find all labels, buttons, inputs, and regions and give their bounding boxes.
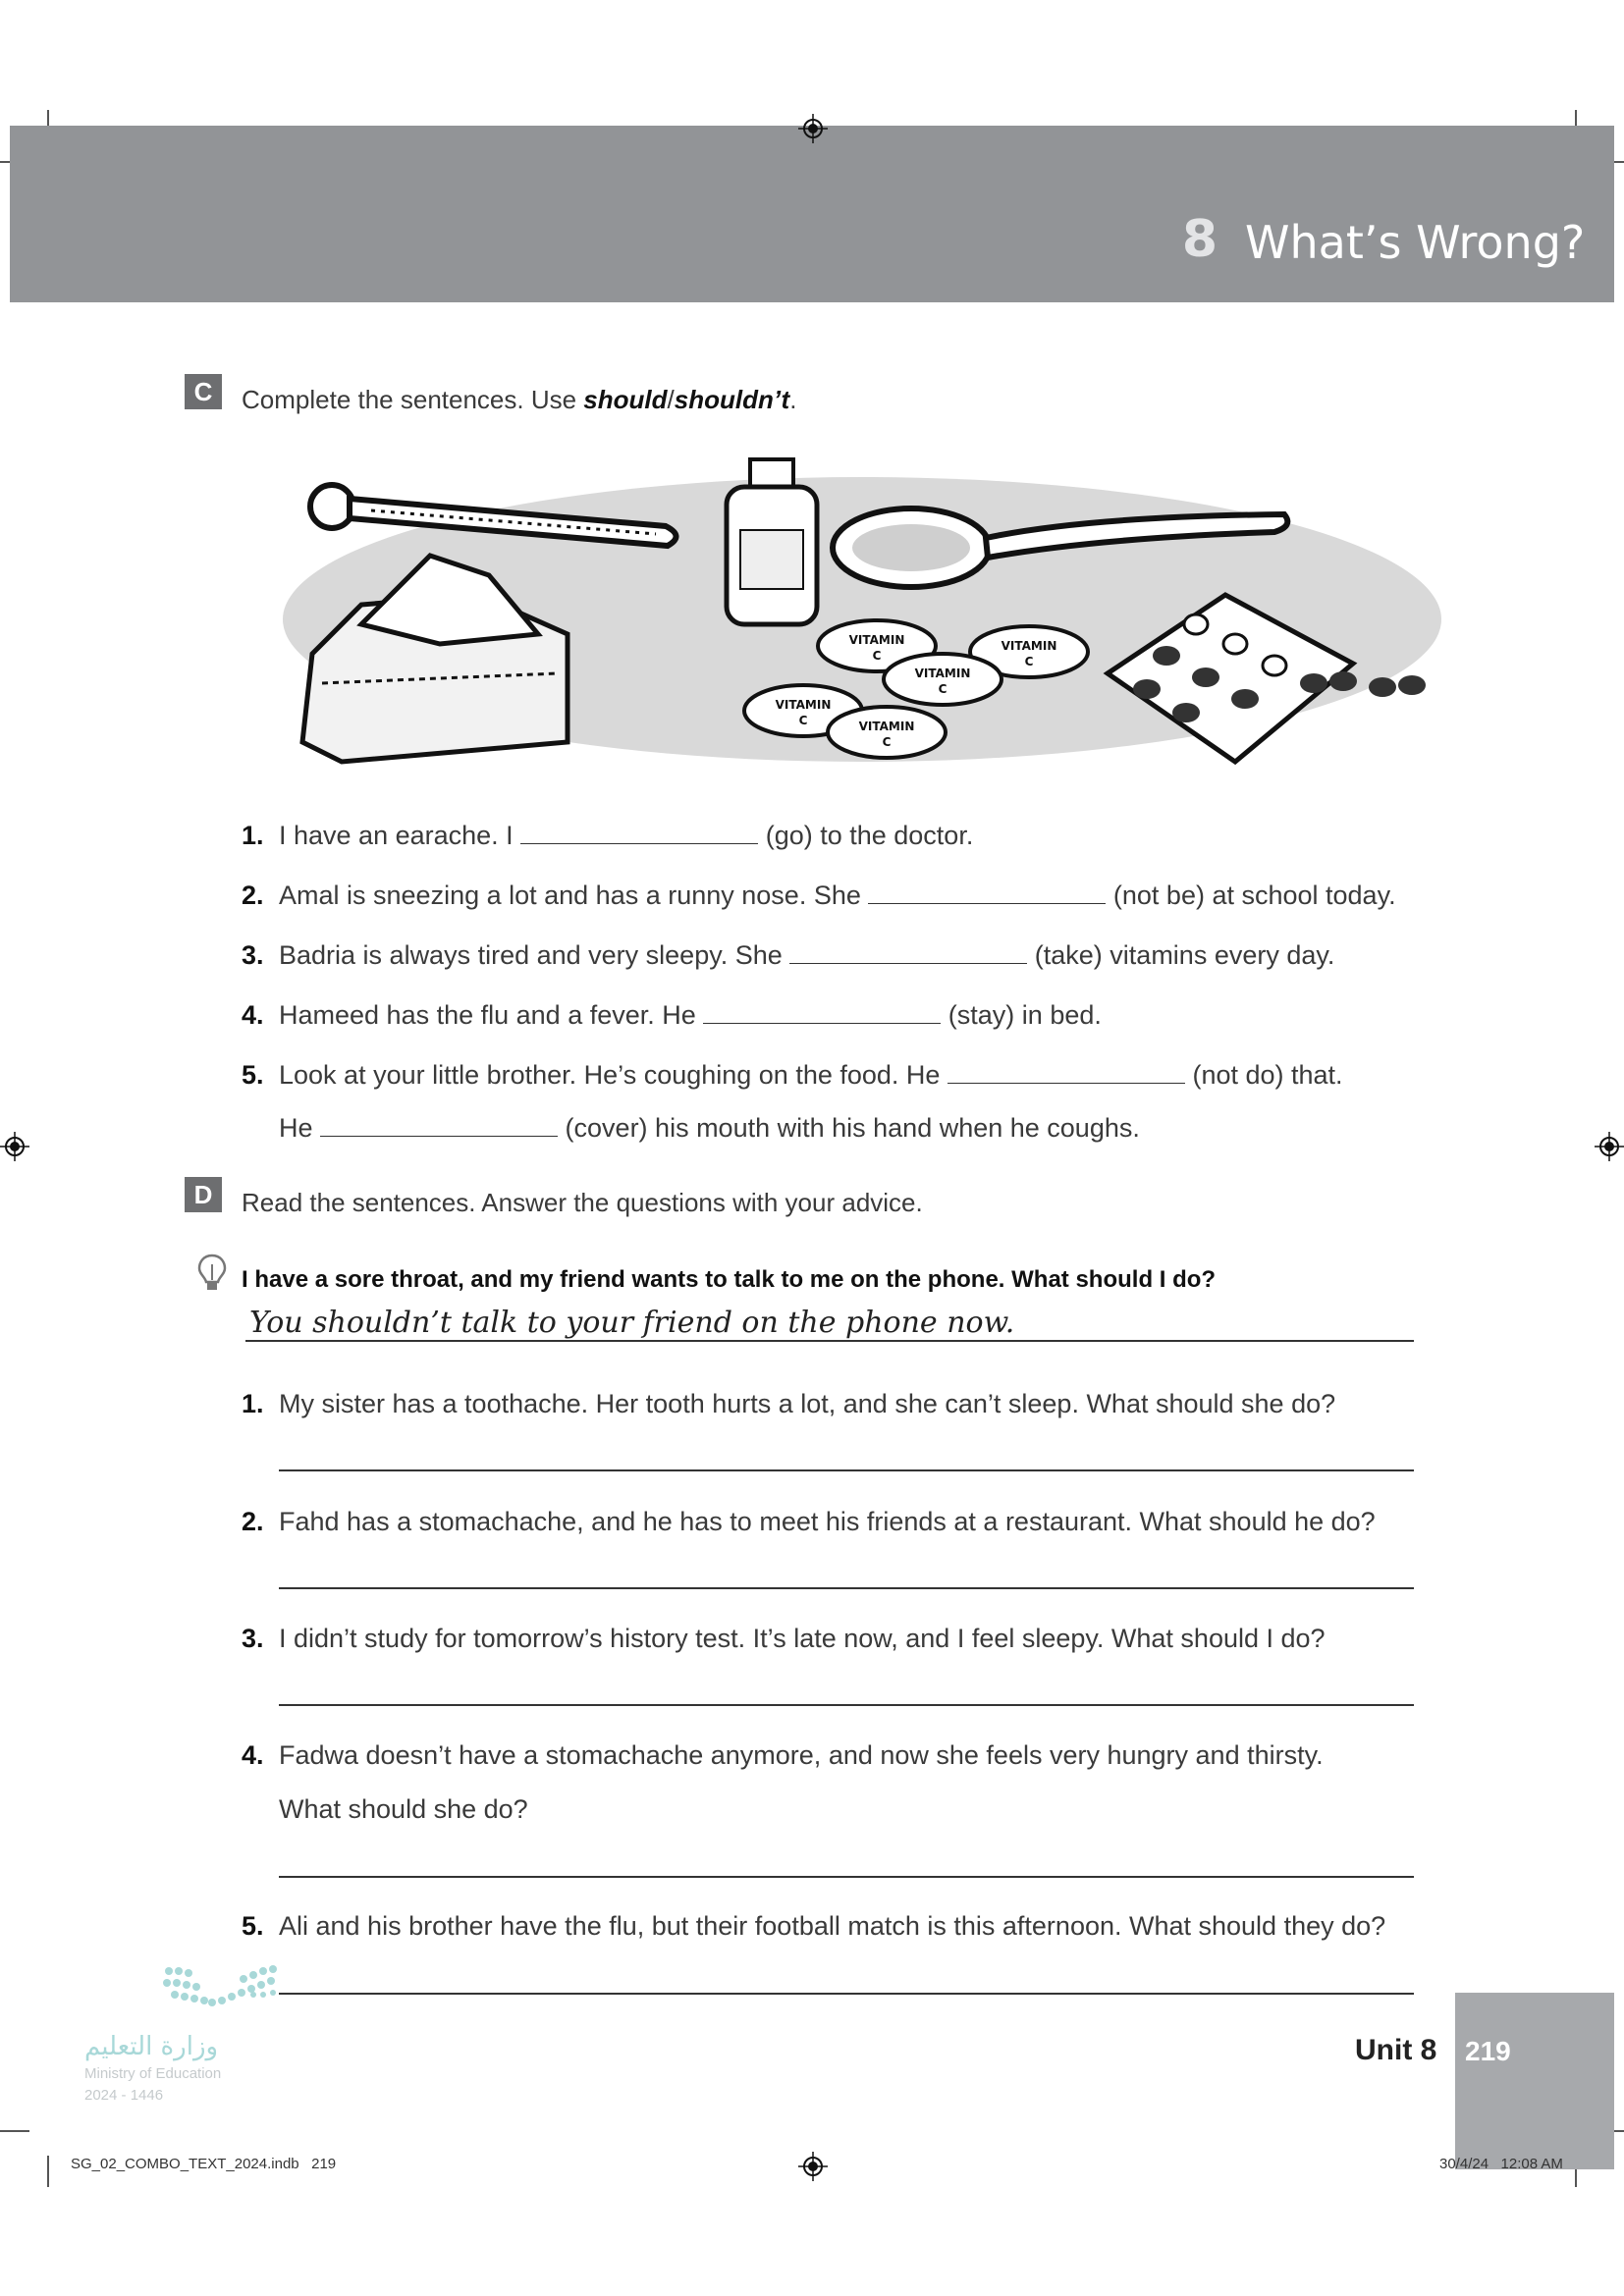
unit-number: 8 xyxy=(1181,210,1218,269)
header-band xyxy=(10,126,1614,302)
exercise-d-question-2: 2. Fahd has a stomachache, and he has to meet his friends at a restaurant. What should he do? xyxy=(242,1507,1376,1536)
answer-blank[interactable] xyxy=(868,882,1106,904)
answer-blank[interactable] xyxy=(703,1002,941,1024)
exercise-c-item-5: 5. Look at your little brother. He’s coughing on the food. He (not do) that. xyxy=(242,1060,1343,1090)
svg-text:C: C xyxy=(798,714,808,727)
exercise-d-question-4-line-2: What should she do? xyxy=(279,1794,528,1824)
svg-text:VITAMIN: VITAMIN xyxy=(848,633,905,647)
page-number: 219 xyxy=(1465,2036,1511,2066)
print-slug-left: SG_02_COMBO_TEXT_2024.indb 219 xyxy=(71,2156,337,2172)
section-d-instruction: Read the sentences. Answer the questions with your advice. xyxy=(242,1188,923,1217)
answer-line[interactable] xyxy=(279,1993,1414,1995)
answer-blank[interactable] xyxy=(320,1115,558,1137)
svg-text:C: C xyxy=(1024,655,1034,668)
svg-text:VITAMIN: VITAMIN xyxy=(775,698,832,712)
print-slug-right: 30/4/24 12:08 AM xyxy=(1439,2156,1563,2172)
answer-blank[interactable] xyxy=(520,823,758,844)
answer-line[interactable] xyxy=(279,1469,1414,1471)
exercise-c-item-1: 1. I have an earache. I (go) to the doctor. xyxy=(242,821,974,850)
answer-line[interactable] xyxy=(279,1704,1414,1706)
page-title: What’s Wrong? xyxy=(1245,216,1586,269)
section-c-badge: C xyxy=(185,374,222,409)
registration-mark-icon xyxy=(0,1132,29,1161)
exercise-c-item-5-line-2: He (cover) his mouth with his hand when he coughs. xyxy=(279,1113,1140,1143)
svg-text:C: C xyxy=(938,682,947,696)
exercise-c-item-2: 2. Amal is sneezing a lot and has a runny nose. She (not be) at school today. xyxy=(242,881,1396,910)
medicine-illustration xyxy=(283,448,1451,781)
answer-line[interactable] xyxy=(279,1587,1414,1589)
section-d-badge: D xyxy=(185,1177,222,1212)
crop-mark xyxy=(47,2156,49,2187)
exercise-c-item-3: 3. Badria is always tired and very sleepy. She (take) vitamins every day. xyxy=(242,940,1335,970)
example-question: I have a sore throat, and my friend wants to talk to me on the phone. What should I do? xyxy=(242,1266,1217,1293)
ministry-name-arabic: وزارة التعليم xyxy=(84,2032,219,2061)
vitamin-tablet-icon xyxy=(884,654,1001,705)
registration-mark-icon xyxy=(798,2152,828,2181)
ministry-name-english: Ministry of Education xyxy=(84,2065,222,2082)
ministry-year: 2024 - 1446 xyxy=(84,2087,164,2104)
svg-text:C: C xyxy=(882,735,892,749)
vitamin-tablet-icon xyxy=(828,707,946,758)
answer-line[interactable] xyxy=(279,1876,1414,1878)
exercise-d-question-4: 4. Fadwa doesn’t have a stomachache anymore, and now she feels very hungry and thirsty. xyxy=(242,1740,1324,1770)
example-answer: You shouldn’t talk to your friend on the phone now. xyxy=(249,1306,1015,1340)
registration-mark-icon xyxy=(1595,1132,1624,1161)
exercise-d-question-5: 5. Ali and his brother have the flu, but their football match is this afternoon. What should they do? xyxy=(242,1911,1386,1941)
svg-text:C: C xyxy=(872,649,882,663)
svg-text:VITAMIN: VITAMIN xyxy=(858,720,915,733)
exercise-d-question-1: 1. My sister has a toothache. Her tooth hurts a lot, and she can’t sleep. What should she do? xyxy=(242,1389,1336,1418)
svg-text:VITAMIN: VITAMIN xyxy=(1001,639,1057,653)
answer-blank[interactable] xyxy=(947,1062,1185,1084)
registration-mark-icon xyxy=(798,114,828,143)
answer-blank[interactable] xyxy=(789,942,1027,964)
lightbulb-icon xyxy=(196,1253,228,1294)
example-answer-line xyxy=(245,1340,1414,1342)
svg-text:VITAMIN: VITAMIN xyxy=(914,667,971,680)
footer-unit-label: Unit 8 xyxy=(1355,2034,1437,2066)
exercise-c-item-4: 4. Hameed has the flu and a fever. He (stay) in bed. xyxy=(242,1000,1102,1030)
exercise-d-question-3: 3. I didn’t study for tomorrow’s history test. It’s late now, and I feel sleepy. What should I do? xyxy=(242,1624,1326,1653)
section-c-instruction: Complete the sentences. Use should/shouldn’t. xyxy=(242,385,797,414)
footer-tab xyxy=(1455,1993,1614,2169)
crop-mark xyxy=(0,2130,29,2132)
